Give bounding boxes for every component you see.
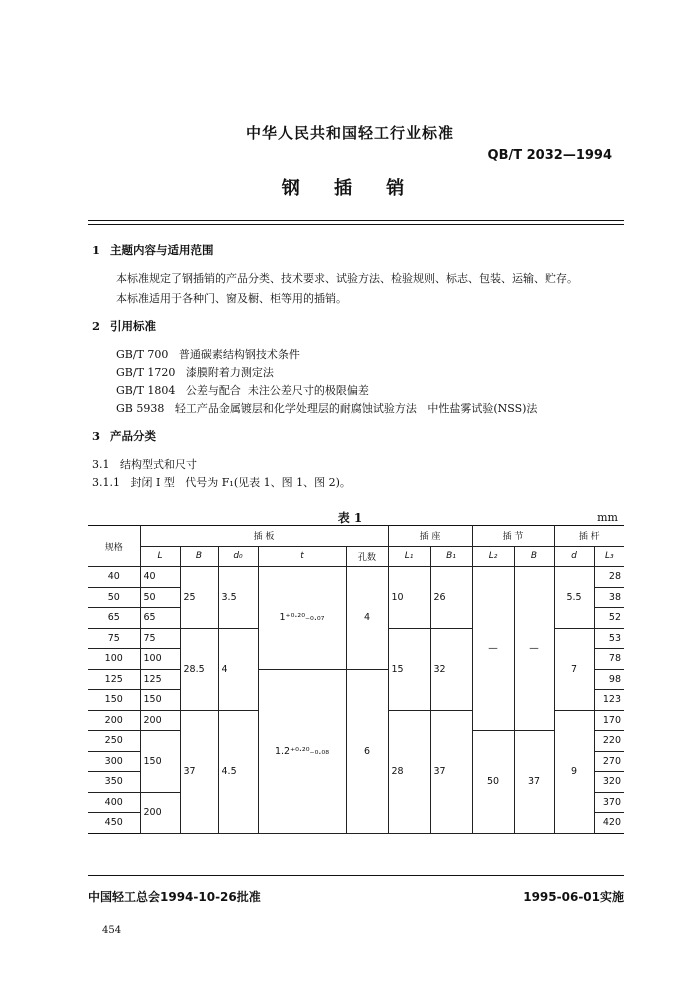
subheader-t: t bbox=[258, 546, 346, 567]
cell-L: 200 bbox=[140, 710, 180, 731]
subheader-L1: L₁ bbox=[388, 546, 430, 567]
subheader-d0: d₀ bbox=[218, 546, 258, 567]
reference-item: GB/T 1804 公差与配合 未注公差尺寸的极限偏差 bbox=[116, 384, 369, 397]
cell-plate-B: 25 bbox=[180, 567, 218, 629]
cell-joint-B: — bbox=[514, 567, 554, 731]
cell-rod-L3: 420 bbox=[594, 813, 624, 834]
cell-rod-d: 5.5 bbox=[554, 567, 594, 629]
cell-joint-L2: 50 bbox=[472, 731, 514, 834]
section-1-paragraph-2: 本标准适用于各种门、窗及橱、柜等用的插销。 bbox=[116, 292, 347, 305]
cell-seat-B1: 32 bbox=[430, 628, 472, 710]
cell-seat-L1: 28 bbox=[388, 710, 430, 833]
subheader-d: d bbox=[554, 546, 594, 567]
cell-rod-d: 7 bbox=[554, 628, 594, 710]
cell-plate-B: 28.5 bbox=[180, 628, 218, 710]
cell-L: 125 bbox=[140, 669, 180, 690]
subheader-L2: L₂ bbox=[472, 546, 514, 567]
subheader-B1: B₁ bbox=[430, 546, 472, 567]
cell-spec: 75 bbox=[88, 628, 140, 649]
subsection-3-1-1: 3.1.1 封闭 I 型 代号为 F₁(见表 1、图 1、图 2)。 bbox=[92, 476, 351, 489]
header-plate: 插 板 bbox=[140, 526, 388, 547]
cell-spec: 50 bbox=[88, 587, 140, 608]
cell-plate-d0: 4.5 bbox=[218, 710, 258, 833]
header-seat: 插 座 bbox=[388, 526, 472, 547]
cell-L: 150 bbox=[140, 690, 180, 711]
cell-rod-L3: 220 bbox=[594, 731, 624, 752]
cell-L: 200 bbox=[140, 792, 180, 833]
cell-holes: 4 bbox=[346, 567, 388, 670]
cell-spec: 350 bbox=[88, 772, 140, 793]
section-2-heading: 2 引用标准 bbox=[92, 319, 156, 333]
title-rule-thin bbox=[88, 224, 624, 225]
section-3-heading: 3 产品分类 bbox=[92, 429, 156, 443]
cell-spec: 300 bbox=[88, 751, 140, 772]
subsection-3-1: 3.1 结构型式和尺寸 bbox=[92, 458, 197, 471]
cell-spec: 40 bbox=[88, 567, 140, 588]
table-row bbox=[88, 567, 624, 588]
cell-spec: 250 bbox=[88, 731, 140, 752]
subheader-B: B bbox=[180, 546, 218, 567]
cell-plate-B: 37 bbox=[180, 710, 218, 833]
subheader-L: L bbox=[140, 546, 180, 567]
cell-rod-L3: 370 bbox=[594, 792, 624, 813]
cell-spec: 125 bbox=[88, 669, 140, 690]
cell-rod-L3: 52 bbox=[594, 608, 624, 629]
cell-rod-L3: 270 bbox=[594, 751, 624, 772]
standard-code: QB/T 2032—1994 bbox=[487, 148, 612, 163]
header-joint: 插 节 bbox=[472, 526, 554, 547]
cell-plate-t: 1⁺⁰·²⁰₋₀.₀₇ bbox=[258, 567, 346, 670]
cell-holes: 6 bbox=[346, 669, 388, 833]
header-rod: 插 杆 bbox=[554, 526, 624, 547]
cell-spec: 65 bbox=[88, 608, 140, 629]
table-unit: mm bbox=[597, 511, 618, 524]
cell-plate-t: 1.2⁺⁰·²⁰₋₀.₀₈ bbox=[258, 669, 346, 833]
cell-seat-B1: 26 bbox=[430, 567, 472, 629]
cell-rod-L3: 98 bbox=[594, 669, 624, 690]
dimensions-table bbox=[88, 525, 624, 834]
section-1-paragraph-1: 本标准规定了钢插销的产品分类、技术要求、试验方法、检验规则、标志、包装、运输、贮存。 bbox=[116, 272, 578, 285]
cell-rod-L3: 53 bbox=[594, 628, 624, 649]
cell-joint-L2: — bbox=[472, 567, 514, 731]
footer-rule bbox=[88, 875, 624, 876]
approval-date: 中国轻工总会1994-10-26批准 bbox=[88, 890, 261, 904]
cell-seat-B1: 37 bbox=[430, 710, 472, 833]
cell-seat-L1: 15 bbox=[388, 628, 430, 710]
section-1-heading: 1 主题内容与适用范围 bbox=[92, 243, 214, 257]
cell-L: 65 bbox=[140, 608, 180, 629]
cell-plate-d0: 3.5 bbox=[218, 567, 258, 629]
cell-rod-L3: 123 bbox=[594, 690, 624, 711]
cell-plate-d0: 4 bbox=[218, 628, 258, 710]
cell-L: 40 bbox=[140, 567, 180, 588]
subheader-joint-B: B bbox=[514, 546, 554, 567]
cell-spec: 150 bbox=[88, 690, 140, 711]
cell-rod-L3: 78 bbox=[594, 649, 624, 670]
header-spec: 规格 bbox=[88, 526, 140, 567]
cell-spec: 200 bbox=[88, 710, 140, 731]
effective-date: 1995-06-01实施 bbox=[523, 890, 624, 904]
cell-rod-L3: 38 bbox=[594, 587, 624, 608]
cell-joint-B: 37 bbox=[514, 731, 554, 834]
cell-rod-L3: 170 bbox=[594, 710, 624, 731]
reference-item: GB 5938 轻工产品金属镀层和化学处理层的耐腐蚀试验方法 中性盐雾试验(NSS)法 bbox=[116, 402, 538, 415]
cell-L: 50 bbox=[140, 587, 180, 608]
cell-L: 150 bbox=[140, 731, 180, 793]
subheader-holes: 孔数 bbox=[346, 546, 388, 567]
table-caption: 表 1 bbox=[337, 511, 363, 525]
document-title: 钢 插 销 bbox=[281, 178, 419, 199]
subheader-L3: L₃ bbox=[594, 546, 624, 567]
title-rule bbox=[88, 220, 624, 221]
cell-rod-d: 9 bbox=[554, 710, 594, 833]
organization-title: 中华人民共和国轻工行业标准 bbox=[245, 124, 454, 142]
cell-rod-L3: 28 bbox=[594, 567, 624, 588]
reference-item: GB/T 1720 漆膜附着力测定法 bbox=[116, 366, 274, 379]
cell-spec: 400 bbox=[88, 792, 140, 813]
cell-seat-L1: 10 bbox=[388, 567, 430, 629]
cell-rod-L3: 320 bbox=[594, 772, 624, 793]
cell-spec: 450 bbox=[88, 813, 140, 834]
reference-item: GB/T 700 普通碳素结构钢技术条件 bbox=[116, 348, 300, 361]
page-number: 454 bbox=[102, 925, 122, 936]
cell-spec: 100 bbox=[88, 649, 140, 670]
cell-L: 75 bbox=[140, 628, 180, 649]
cell-L: 100 bbox=[140, 649, 180, 670]
